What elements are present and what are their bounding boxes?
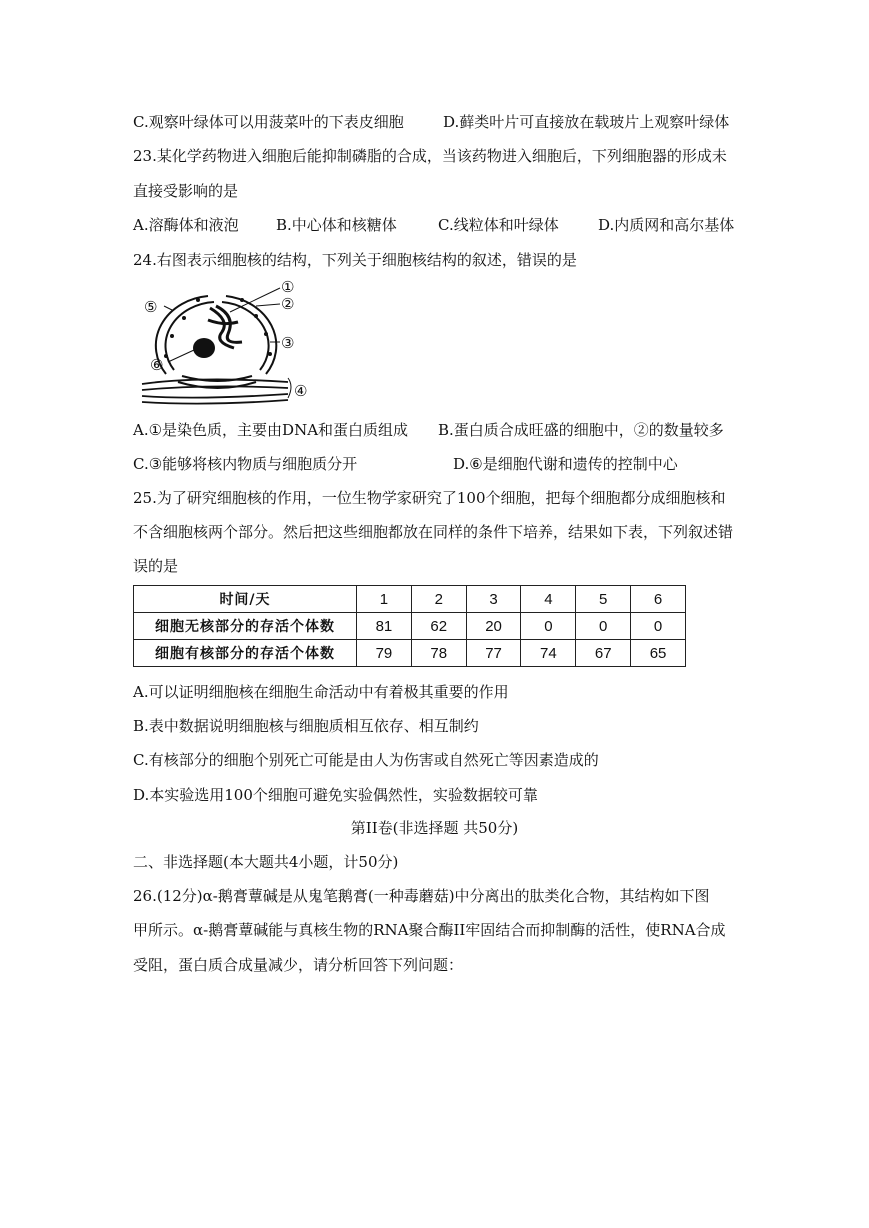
- q23-option-b: B.中心体和核糖体: [276, 216, 397, 234]
- table-cell: 67: [576, 640, 631, 667]
- table-header-day: 6: [631, 586, 686, 613]
- table-cell: 78: [411, 640, 466, 667]
- label-6: ⑥: [150, 356, 164, 374]
- table-cell: 65: [631, 640, 686, 667]
- q25-option-c: C.有核部分的细胞个别死亡可能是由人为伤害或自然死亡等因素造成的: [133, 751, 599, 769]
- cell-nucleus-diagram: [138, 276, 313, 406]
- table-header-day: 4: [521, 586, 576, 613]
- table-cell: 77: [466, 640, 521, 667]
- q26-line-1: 26.(12分)α-鹅膏蕈碱是从鬼笔鹅膏(一种毒蘑菇)中分离出的肽类化合物，其结构如下图: [133, 887, 710, 905]
- table-header-row: [134, 586, 686, 613]
- q23-option-d: D.内质网和高尔基体: [598, 216, 735, 234]
- table-row: [134, 613, 686, 640]
- row-label-no-nucleus: 细胞无核部分的存活个体数: [134, 613, 357, 640]
- q25-stem-line-3: 误的是: [133, 557, 179, 575]
- q24-option-b: B.蛋白质合成旺盛的细胞中，②的数量较多: [438, 421, 724, 439]
- table-row: [134, 640, 686, 667]
- q24-option-a: A.①是染色质，主要由DNA和蛋白质组成: [133, 421, 409, 439]
- table-cell: 0: [521, 613, 576, 640]
- q24-option-d: D.⑥是细胞代谢和遗传的控制中心: [453, 455, 678, 473]
- section-2-title: 第II卷(非选择题 共50分): [350, 819, 519, 837]
- q25-option-d: D.本实验选用100个细胞可避免实验偶然性，实验数据较可靠: [133, 786, 538, 804]
- table-header-label: 时间/天: [134, 586, 357, 613]
- table-cell: 74: [521, 640, 576, 667]
- q25-option-b: B.表中数据说明细胞核与细胞质相互依存、相互制约: [133, 717, 479, 735]
- q23-stem-line-2: 直接受影响的是: [133, 182, 239, 200]
- table-header-day: 5: [576, 586, 631, 613]
- row-label-with-nucleus: 细胞有核部分的存活个体数: [134, 640, 357, 667]
- q22-option-c: C.观察叶绿体可以用菠菜叶的下表皮细胞: [133, 113, 404, 131]
- q24-option-c: C.③能够将核内物质与细胞质分开: [133, 455, 358, 473]
- table-cell: 20: [466, 613, 521, 640]
- label-1: ①: [281, 278, 295, 296]
- label-3: ③: [281, 334, 295, 352]
- table-header-day: 1: [357, 586, 412, 613]
- q23-option-c: C.线粒体和叶绿体: [438, 216, 559, 234]
- table-cell: 62: [411, 613, 466, 640]
- table-cell: 0: [576, 613, 631, 640]
- q24-stem: 24.右图表示细胞核的结构，下列关于细胞核结构的叙述，错误的是: [133, 251, 577, 269]
- q25-option-a: A.可以证明细胞核在细胞生命活动中有着极其重要的作用: [133, 683, 509, 701]
- table-cell: 81: [357, 613, 412, 640]
- survival-table: [133, 585, 686, 667]
- q23-stem-line-1: 23.某化学药物进入细胞后能抑制磷脂的合成，当该药物进入细胞后，下列细胞器的形成未: [133, 147, 727, 165]
- table-header-day: 2: [411, 586, 466, 613]
- q26-line-3: 受阻，蛋白质合成量减少，请分析回答下列问题：: [133, 956, 464, 974]
- q23-option-a: A.溶酶体和液泡: [133, 216, 239, 234]
- section-2-heading: 二、非选择题(本大题共4小题，计50分): [133, 853, 399, 871]
- label-5: ⑤: [144, 298, 158, 316]
- table-cell: 79: [357, 640, 412, 667]
- q26-line-2: 甲所示。α-鹅膏蕈碱能与真核生物的RNA聚合酶II牢固结合而抑制酶的活性，使RNA合成: [133, 921, 726, 939]
- q25-stem-line-2: 不含细胞核两个部分。然后把这些细胞都放在同样的条件下培养，结果如下表，下列叙述错: [133, 523, 734, 541]
- label-4: ④: [294, 382, 308, 400]
- table-header-day: 3: [466, 586, 521, 613]
- q25-stem-line-1: 25.为了研究细胞核的作用，一位生物学家研究了100个细胞，把每个细胞都分成细胞核和: [133, 489, 726, 507]
- table-cell: 0: [631, 613, 686, 640]
- q22-option-d: D.藓类叶片可直接放在载玻片上观察叶绿体: [443, 113, 730, 131]
- label-2: ②: [281, 295, 295, 313]
